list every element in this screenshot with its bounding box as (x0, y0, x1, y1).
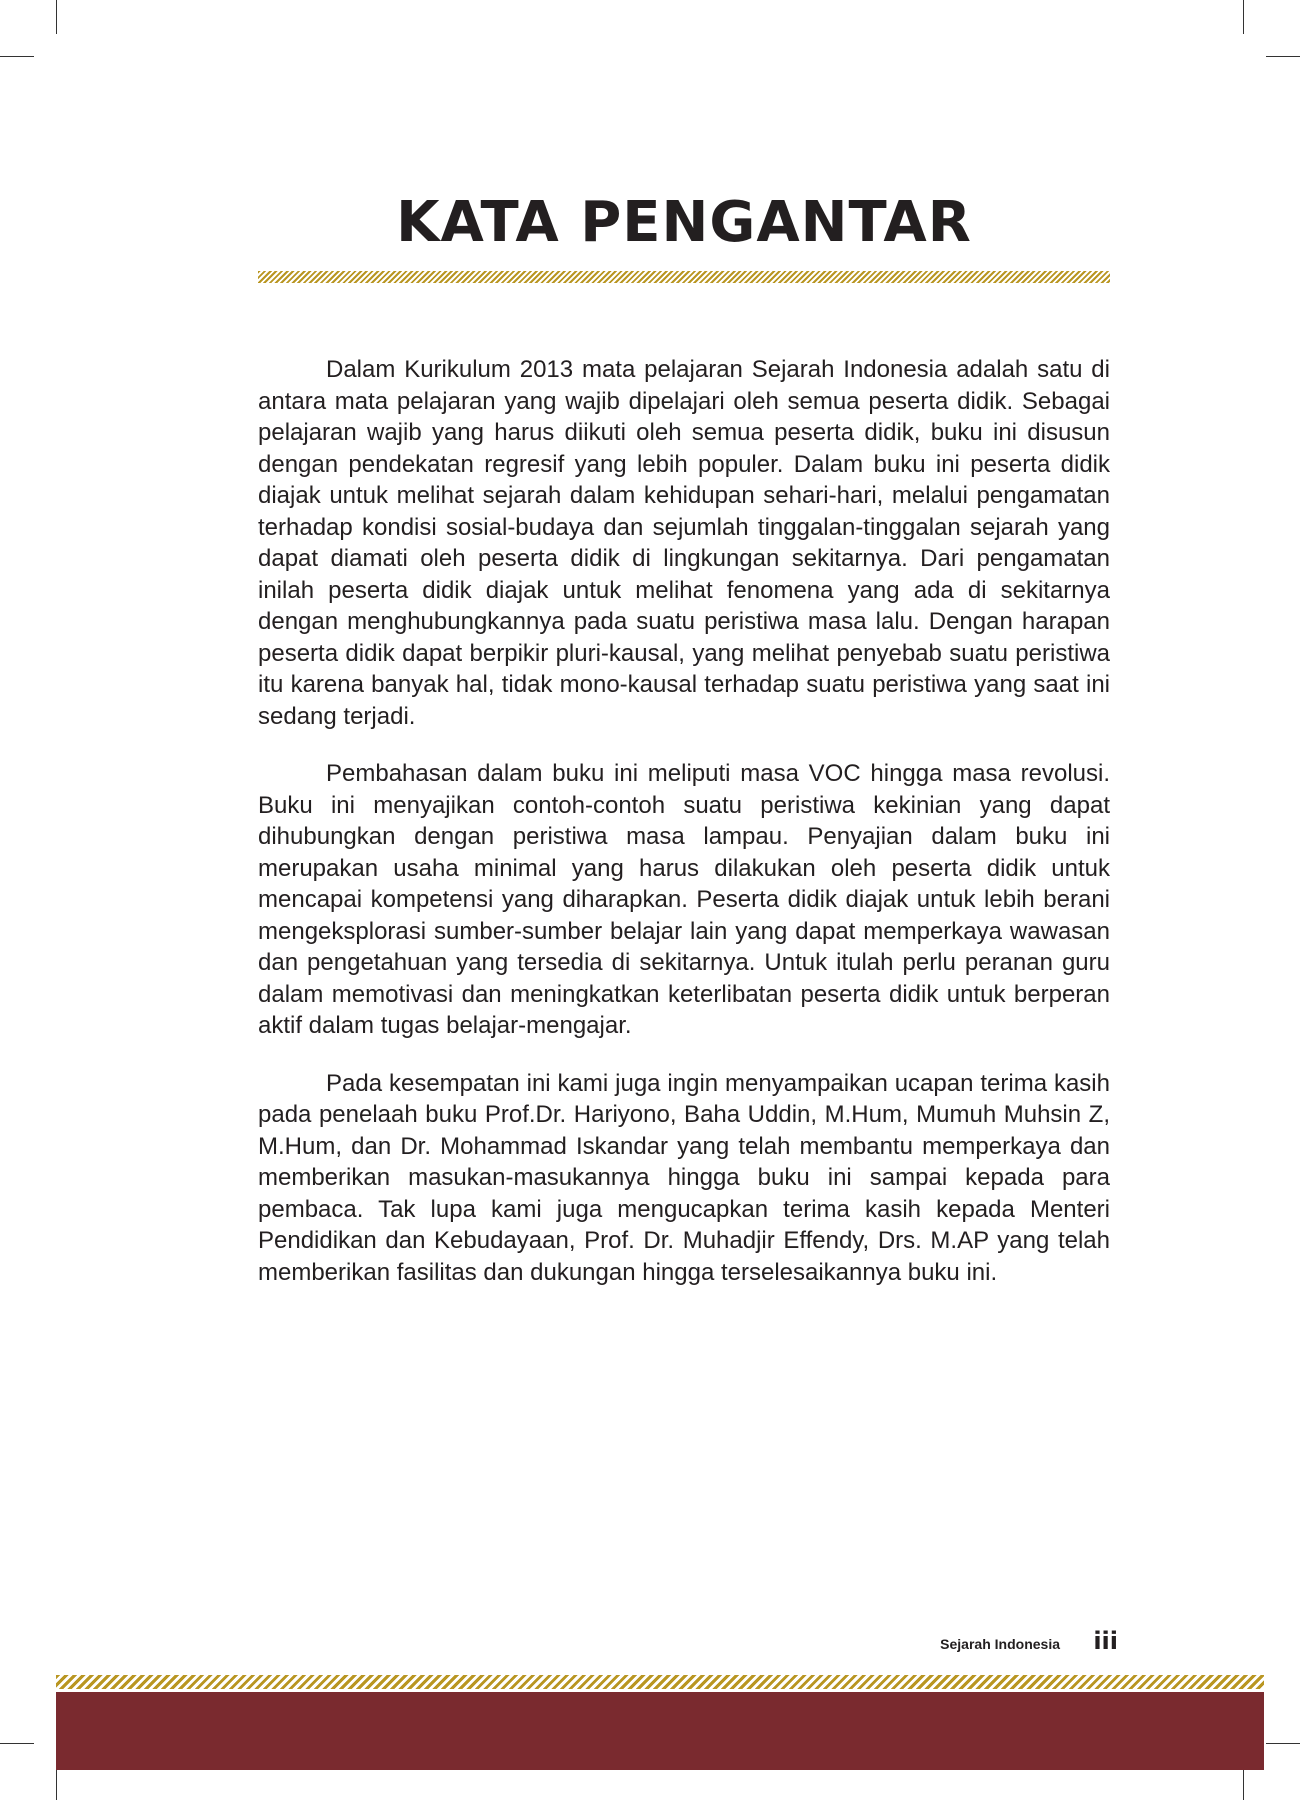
footer-color-band (56, 1692, 1264, 1770)
crop-mark-top-right-vertical (1243, 0, 1244, 34)
foreword-body (258, 354, 1110, 1314)
title-underline-decoration (258, 271, 1110, 283)
crop-mark-top-left-horizontal (0, 56, 34, 57)
crop-mark-bottom-left-vertical (56, 1766, 57, 1800)
crop-mark-top-left-vertical (56, 0, 57, 34)
footer-stripe-decoration (56, 1675, 1264, 1689)
crop-mark-bottom-left-horizontal (0, 1743, 34, 1744)
page-title: KATA PENGANTAR (396, 190, 972, 255)
crop-mark-bottom-right-vertical (1243, 1766, 1244, 1800)
paragraph-2: Pembahasan dalam buku ini meliputi masa VOC hingga masa revolusi. Buku ini menyajikan contoh-contoh suatu peristiwa kekinian yang dapat dihubungkan dengan peristiwa masa lampau. Penyajian dalam buku ini merupakan usaha minimal yang harus dilakukan oleh peserta didik untuk mencapai kompetensi yang diharapkan. Peserta didik diajak untuk lebih berani mengeksplorasi sumber-sumber belajar lain yang dapat memperkaya wawasan dan pengetahuan yang tersedia di sekitarnya. Untuk itulah perlu peranan guru dalam memotivasi dan meningkatkan keterlibatan peserta didik untuk berperan aktif dalam tugas belajar-mengajar. (258, 760, 1110, 1039)
footer-book-title: Sejarah Indonesia (940, 1636, 1060, 1652)
crop-mark-top-right-horizontal (1266, 56, 1300, 57)
paragraph-1: Dalam Kurikulum 2013 mata pelajaran Sejarah Indonesia adalah satu di antara mata pelajaran yang wajib dipelajari oleh semua peserta didik. Sebagai pelajaran wajib yang harus diikuti oleh semua peserta didik, buku ini disusun dengan pendekatan regresif yang lebih populer. Dalam buku ini peserta didik diajak untuk melihat sejarah dalam kehidupan sehari-hari, melalui pengamatan terhadap kondisi sosial-budaya dan sejumlah tinggalan-tinggalan sejarah yang dapat diamati oleh peserta didik di lingkungan sekitarnya. Dari pengamatan inilah peserta didik diajak untuk melihat fenomena yang ada di sekitarnya dengan menghubungkannya pada suatu peristiwa masa lalu. Dengan harapan peserta didik dapat berpikir pluri-kausal, yang melihat penyebab suatu peristiwa itu karena banyak hal, tidak mono-kausal terhadap suatu peristiwa yang saat ini sedang terjadi. (258, 356, 1110, 730)
crop-mark-bottom-right-horizontal (1266, 1743, 1300, 1744)
paragraph-3: Pada kesempatan ini kami juga ingin menyampaikan ucapan terima kasih pada penelaah buku Prof.Dr. Hariyono, Baha Uddin, M.Hum, Mumuh Muhsin Z, M.Hum, dan Dr. Mohammad Iskandar yang telah membantu memperkaya dan memberikan masukan-masukannya hingga buku ini sampai kepada para pembaca. Tak lupa kami juga mengucapkan terima kasih kepada Menteri Pendidikan dan Kebudayaan, Prof. Dr. Muhadjir Effendy, Drs. M.AP yang telah memberikan fasilitas dan dukungan hingga terselesaikannya buku ini. (258, 1069, 1110, 1286)
footer-page-number: iii (1093, 1627, 1118, 1655)
